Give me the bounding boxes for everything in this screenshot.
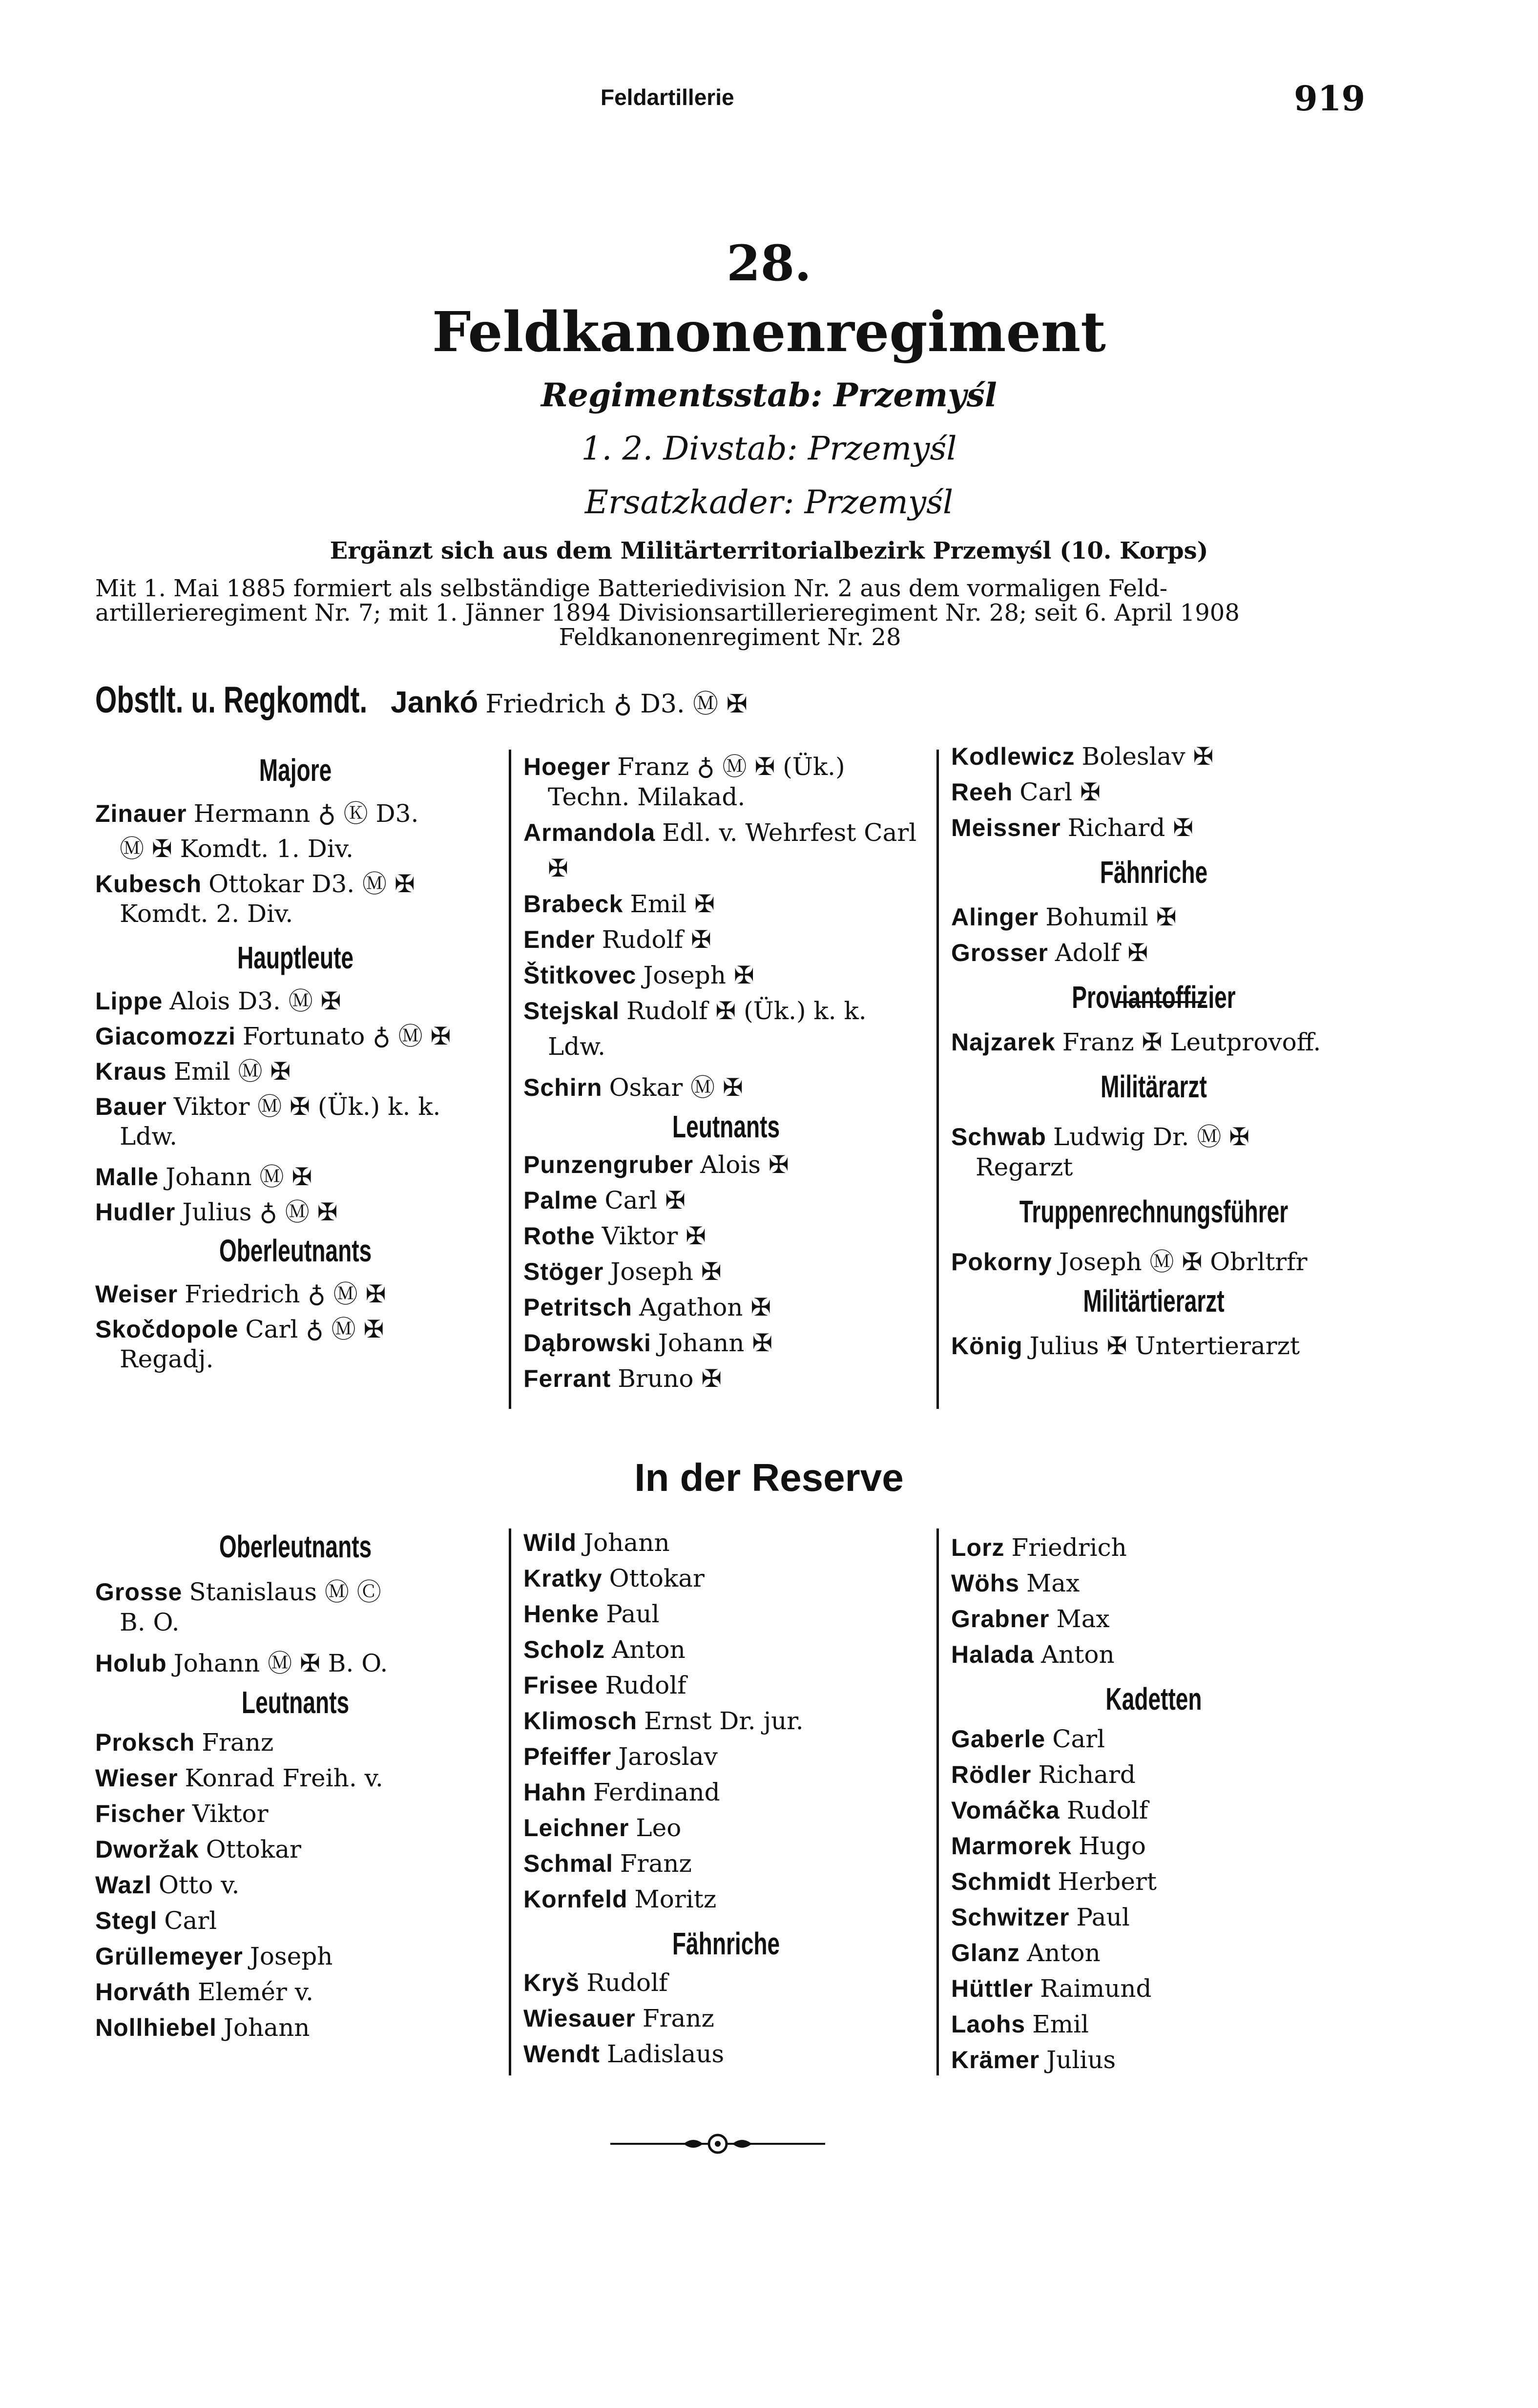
surname: Dąbrowski [523, 1329, 651, 1357]
entry-line [95, 1087, 440, 1122]
surname: Dworžak [95, 1836, 199, 1863]
entry-detail: Rudolf [586, 1968, 668, 1997]
entry-detail: Konrad Freih. v. [185, 1764, 383, 1792]
column-rule [936, 750, 939, 1409]
entry-line [951, 1605, 1110, 1633]
entry-detail: Johann ✠ [658, 1329, 773, 1357]
surname: Glanz [951, 1939, 1020, 1967]
entry-line [523, 1564, 705, 1592]
surname: Kornfeld [523, 1885, 628, 1913]
regiment-number: 28. [727, 234, 811, 292]
entry-detail: Ottokar [609, 1564, 705, 1592]
running-title: Feldartillerie [601, 84, 734, 110]
entry-line [95, 1728, 273, 1757]
entry-detail: Johann [223, 2013, 310, 2042]
entry-detail: Adolf ✠ [1055, 939, 1148, 967]
entry-line [95, 1764, 383, 1792]
surname: Brabeck [523, 890, 624, 918]
entry-line [951, 939, 1148, 967]
surname: Henke [523, 1600, 600, 1628]
entry-line [523, 1885, 716, 1913]
section-heading: Kadetten [1105, 1681, 1202, 1717]
surname: Kraus [95, 1058, 167, 1085]
entry-line [523, 1529, 670, 1557]
surname: Wieser [95, 1764, 178, 1792]
entry-detail: Regadj. [120, 1345, 214, 1373]
surname: Pokorny [951, 1248, 1053, 1276]
surname: Horváth [95, 1978, 191, 2006]
entry-line [523, 1364, 722, 1393]
entry-line [95, 1193, 338, 1228]
entry-detail: Ldw. [120, 1122, 177, 1151]
section-heading: Leutnants [672, 1109, 780, 1144]
entry-line [951, 903, 1177, 931]
surname: Wöhs [951, 1570, 1020, 1597]
entry-detail: Emil ✠ [630, 890, 715, 918]
surname: Scholz [523, 1636, 605, 1663]
history-line: Feldkanonenregiment Nr. 28 [559, 624, 901, 651]
entry-detail: Rudolf ✠ (Ük.) k. k. [626, 997, 867, 1025]
entry-detail: Franz ♁ Ⓜ ✠ (Ük.) [617, 753, 845, 781]
entry-line [95, 1157, 312, 1193]
section-heading: Militärarzt [1101, 1069, 1207, 1104]
surname: Bauer [95, 1093, 167, 1120]
entry-line [120, 1608, 180, 1636]
entry-detail: Max [1026, 1569, 1080, 1597]
surname: Grosser [951, 939, 1048, 966]
entry-line [951, 2046, 1116, 2074]
entry-line [951, 1939, 1101, 1967]
surname: Krämer [951, 2046, 1040, 2073]
surname: Meissner [951, 814, 1061, 841]
surname: Vomáčka [951, 1797, 1060, 1824]
column-rule [509, 750, 511, 1409]
entry-line [120, 900, 293, 928]
entry-detail: Carl ♁ Ⓜ ✠ [245, 1315, 384, 1343]
surname: Ferrant [523, 1365, 611, 1392]
section-heading: Hauptleute [237, 940, 354, 975]
surname: Lippe [95, 987, 163, 1015]
entry-line [523, 747, 845, 782]
history-line: Mit 1. Mai 1885 formiert als selbständige Batteriedivision Nr. 2 aus dem vormaligen Feld- [95, 575, 1168, 602]
surname: Stegl [95, 1907, 158, 1934]
entry-line [523, 1778, 720, 1806]
entry-line [951, 1760, 1136, 1789]
entry-line [523, 1742, 718, 1771]
entry-line [120, 829, 353, 864]
surname: Frisee [523, 1672, 599, 1699]
surname: Laohs [951, 2010, 1026, 2038]
entry-detail: Ⓜ ✠ Komdt. 1. Div. [120, 835, 353, 863]
entry-detail: Julius ♁ Ⓜ ✠ [182, 1198, 338, 1226]
surname: Schmal [523, 1850, 613, 1877]
regimentsstab: Regimentsstab: Przemyśl [541, 376, 997, 414]
entry-detail: Otto v. [159, 1871, 240, 1899]
entry-detail: Raimund [1040, 1974, 1152, 2003]
commander-rank: Obstlt. u. Regkomdt. [95, 679, 368, 721]
surname: Schmidt [951, 1868, 1051, 1895]
section-heading: Proviantoffizier [1072, 980, 1236, 1015]
entry-detail: Franz [202, 1728, 274, 1757]
entry-detail: Carl ✠ [1019, 778, 1101, 806]
surname: Klimosch [523, 1707, 638, 1735]
entry-line [951, 1028, 1321, 1056]
entry-detail: Ldw. [548, 1032, 605, 1061]
entry-line [95, 1942, 333, 1970]
divstab: 1. 2. Divstab: Przemyśl [581, 430, 957, 467]
surname: Marmorek [951, 1832, 1072, 1860]
entry-detail: Franz [620, 1849, 692, 1878]
entry-line [523, 1671, 686, 1699]
entry-detail: Jaroslav [618, 1742, 718, 1771]
entry-line [548, 854, 568, 882]
entry-detail: Fortunato ♁ Ⓜ ✠ [242, 1022, 451, 1050]
entry-detail: Ludwig Dr. Ⓜ ✠ [1053, 1123, 1250, 1151]
entry-detail: Anton [612, 1635, 686, 1664]
entry-line [951, 1725, 1105, 1753]
entry-line [951, 1533, 1127, 1562]
erganzt-line: Ergänzt sich aus dem Militärterritorialbezirk Przemyśl (10. Korps) [330, 537, 1208, 565]
entry-line [95, 1052, 291, 1087]
entry-detail: Joseph [249, 1942, 333, 1970]
entry-detail: Bohumil ✠ [1045, 903, 1177, 931]
entry-line [95, 1978, 313, 2006]
entry-detail: Techn. Milakad. [548, 783, 746, 811]
surname: Fischer [95, 1800, 186, 1827]
entry-line [95, 1906, 217, 1935]
entry-line [523, 997, 867, 1025]
surname: Wiesauer [523, 2005, 636, 2032]
surname: Holub [95, 1650, 167, 1677]
entry-detail: Franz ✠ Leutprovoff. [1062, 1028, 1321, 1056]
surname: Schwitzer [951, 1904, 1070, 1931]
entry-detail: Viktor ✠ [602, 1222, 707, 1250]
entry-detail: Elemér v. [197, 1978, 314, 2006]
entry-line [95, 1310, 384, 1345]
surname: Stöger [523, 1258, 604, 1285]
surname: Hudler [95, 1198, 176, 1226]
entry-detail: Anton [1027, 1939, 1101, 1967]
entry-detail: Joseph Ⓜ ✠ Obrltrfr [1059, 1248, 1308, 1276]
entry-line [951, 1117, 1249, 1152]
entry-detail: Boleslav ✠ [1081, 742, 1214, 771]
surname: Alinger [951, 903, 1039, 931]
entry-detail: Ottokar D3. Ⓜ ✠ [208, 870, 415, 898]
surname: Giacomozzi [95, 1023, 236, 1050]
surname: Grabner [951, 1605, 1050, 1633]
entry-line [523, 2040, 724, 2068]
entry-line [95, 1644, 388, 1679]
entry-detail: Alois ✠ [700, 1151, 789, 1179]
entry-line [523, 1186, 686, 1214]
entry-line [951, 1569, 1080, 1597]
entry-line [95, 794, 418, 829]
ersatzkader: Ersatzkader: Przemyśl [584, 483, 954, 521]
entry-line [523, 1151, 789, 1179]
entry-detail: Moritz [634, 1885, 717, 1913]
entry-detail: Paul [606, 1600, 660, 1628]
surname: Leichner [523, 1814, 629, 1842]
entry-detail: Joseph ✠ [643, 961, 754, 989]
entry-detail: Ottokar [206, 1835, 301, 1864]
surname: Petritsch [523, 1294, 632, 1321]
entry-detail: Emil Ⓜ ✠ [173, 1057, 291, 1086]
entry-line [523, 961, 754, 989]
entry-line [120, 1345, 213, 1373]
entry-detail: Stanislaus Ⓜ Ⓒ [189, 1578, 381, 1606]
surname: Schwab [951, 1123, 1046, 1151]
surname: Gaberle [951, 1725, 1046, 1753]
surname: Stejskal [523, 997, 620, 1025]
entry-line [951, 2010, 1089, 2038]
entry-line [523, 1222, 706, 1250]
entry-line [523, 1814, 681, 1842]
surname: Rothe [523, 1222, 595, 1250]
entry-detail: Agathon ✠ [639, 1293, 771, 1321]
entry-line [523, 1329, 772, 1357]
section-heading: Fähnriche [672, 1926, 780, 1961]
entry-detail: Joseph ✠ [610, 1257, 722, 1286]
entry-line [523, 1293, 771, 1321]
entry-line [523, 2004, 714, 2032]
entry-line [95, 982, 341, 1017]
entry-line [951, 1242, 1308, 1277]
surname: Malle [95, 1163, 159, 1191]
entry-detail: Johann Ⓜ ✠ B. O. [173, 1649, 388, 1677]
section-heading: Leutnants [241, 1685, 350, 1720]
entry-line [951, 814, 1193, 842]
entry-line [523, 1600, 659, 1628]
surname: Palme [523, 1187, 598, 1214]
section-heading: Militärtierarzt [1083, 1283, 1225, 1319]
entry-line [523, 890, 715, 918]
entry-detail: Oskar Ⓜ ✠ [609, 1073, 743, 1102]
entry-detail: Johann Ⓜ ✠ [166, 1163, 312, 1191]
entry-detail: Viktor [192, 1800, 269, 1828]
entry-detail: Rudolf ✠ [602, 925, 711, 954]
surname: König [951, 1332, 1023, 1360]
entry-line [951, 1974, 1152, 2003]
surname: Weiser [95, 1280, 178, 1308]
section-heading: Truppenrechnungsführer [1019, 1194, 1289, 1229]
entry-line [95, 1871, 239, 1899]
entry-detail: Paul [1076, 1903, 1130, 1931]
entry-detail: Ferdinand [593, 1778, 720, 1806]
history-line: artillerieregiment Nr. 7; mit 1. Jänner 1894 Divisionsartillerieregiment Nr. 28; seit 6. April 1908 [95, 599, 1240, 627]
surname: Štitkovec [523, 962, 637, 989]
surname: Kubesch [95, 870, 202, 898]
entry-detail: Hugo [1079, 1832, 1146, 1860]
column-rule [509, 1529, 511, 2075]
surname: Kodlewicz [951, 743, 1075, 770]
section-heading: Oberleutnants [219, 1529, 372, 1564]
surname: Kryš [523, 1969, 580, 1996]
surname: Zinauer [95, 800, 187, 827]
entry-line [120, 1122, 177, 1151]
entry-detail: Julius [1046, 2046, 1116, 2074]
surname: Skočdopole [95, 1316, 239, 1343]
entry-detail: Franz [642, 2004, 714, 2032]
entry-line [951, 1867, 1157, 1896]
entry-detail: Alois D3. Ⓜ ✠ [169, 987, 341, 1015]
surname: Grüllemeyer [95, 1943, 243, 1970]
page-number: 919 [1294, 78, 1366, 119]
entry-line [951, 742, 1213, 771]
entry-detail: Carl [164, 1906, 217, 1935]
entry-line [951, 778, 1101, 806]
commander-line [95, 679, 748, 721]
entry-detail: Friedrich [1011, 1533, 1127, 1562]
entry-detail: Leo [636, 1814, 682, 1842]
entry-detail: Max [1056, 1605, 1110, 1633]
entry-line [95, 1275, 386, 1310]
surname: Pfeiffer [523, 1743, 612, 1770]
surname: Halada [951, 1641, 1034, 1668]
surname: Nollhiebel [95, 2014, 217, 2041]
surname: Wendt [523, 2040, 600, 2068]
entry-line [951, 1832, 1146, 1860]
entry-line [95, 1017, 451, 1052]
entry-detail: Komdt. 2. Div. [120, 900, 293, 928]
entry-line [95, 864, 415, 900]
entry-line [523, 1068, 743, 1103]
entry-line [976, 1153, 1073, 1181]
commander-name: Jankó [391, 686, 478, 719]
entry-detail: Ernst Dr. jur. [644, 1707, 804, 1735]
entry-detail: Emil [1032, 2010, 1089, 2038]
surname: Wazl [95, 1871, 152, 1899]
surname: Wild [523, 1529, 577, 1556]
reserve-heading: In der Reserve [634, 1456, 904, 1499]
entry-line [95, 2013, 310, 2042]
entry-line [95, 1835, 301, 1864]
entry-line [523, 1257, 722, 1286]
entry-detail: ✠ [548, 854, 568, 882]
surname: Proksch [95, 1729, 195, 1756]
entry-line [523, 1707, 804, 1735]
entry-detail: Ladislaus [606, 2040, 725, 2068]
surname: Reeh [951, 778, 1013, 806]
surname: Schirn [523, 1074, 603, 1101]
surname: Grosse [95, 1578, 183, 1606]
entry-line [548, 783, 745, 811]
entry-line [951, 1332, 1300, 1360]
entry-line [548, 1032, 605, 1061]
surname: Punzengruber [523, 1151, 694, 1178]
entry-line [523, 1635, 686, 1664]
entry-detail: Viktor Ⓜ ✠ (Ük.) k. k. [173, 1092, 441, 1121]
entry-line [523, 818, 916, 847]
entry-detail: Rudolf [605, 1671, 686, 1699]
entry-detail: Herbert [1058, 1867, 1157, 1896]
entry-line [523, 1849, 692, 1878]
entry-line [951, 1903, 1130, 1931]
entry-detail: Carl ✠ [604, 1186, 686, 1214]
surname: Hüttler [951, 1975, 1034, 2002]
entry-detail: Anton [1040, 1640, 1115, 1669]
entry-detail: Richard [1038, 1760, 1136, 1789]
entry-detail: B. O. [120, 1608, 180, 1636]
entry-line [951, 1796, 1148, 1824]
regiment-title: Feldkanonenregiment [432, 300, 1106, 364]
surname: Hahn [523, 1779, 586, 1806]
entry-line [523, 1968, 668, 1997]
surname: Rödler [951, 1761, 1032, 1788]
commander-detail: Friedrich ♁ D3. Ⓜ ✠ [485, 690, 748, 719]
entry-line [95, 1572, 381, 1608]
history-paragraph [95, 576, 1365, 649]
ornament-icon [610, 2129, 825, 2158]
entry-detail: Friedrich ♁ Ⓜ ✠ [185, 1280, 386, 1308]
surname: Ender [523, 926, 595, 953]
entry-line [951, 1640, 1115, 1669]
entry-detail: Julius ✠ Untertierarzt [1029, 1332, 1300, 1360]
entry-detail: Richard ✠ [1067, 814, 1194, 842]
entry-detail: Edl. v. Wehrfest Carl [662, 818, 917, 847]
surname: Najzarek [951, 1028, 1056, 1056]
entry-detail: Rudolf [1066, 1796, 1148, 1824]
entry-detail: Regarzt [976, 1153, 1073, 1181]
surname: Armandola [523, 819, 656, 846]
section-heading: Fähnriche [1100, 855, 1208, 890]
surname: Hoeger [523, 753, 611, 780]
section-heading: Majore [259, 753, 332, 788]
surname: Kratky [523, 1565, 603, 1592]
section-heading: Oberleutnants [219, 1233, 372, 1268]
entry-detail: Carl [1052, 1725, 1105, 1753]
entry-line [95, 1800, 268, 1828]
column-rule [936, 1529, 939, 2075]
entry-detail: Hermann ♁ Ⓚ D3. [193, 799, 419, 828]
entry-detail: Johann [583, 1529, 670, 1557]
entry-line [523, 925, 711, 954]
surname: Lorz [951, 1534, 1005, 1561]
entry-detail: Bruno ✠ [618, 1364, 722, 1393]
